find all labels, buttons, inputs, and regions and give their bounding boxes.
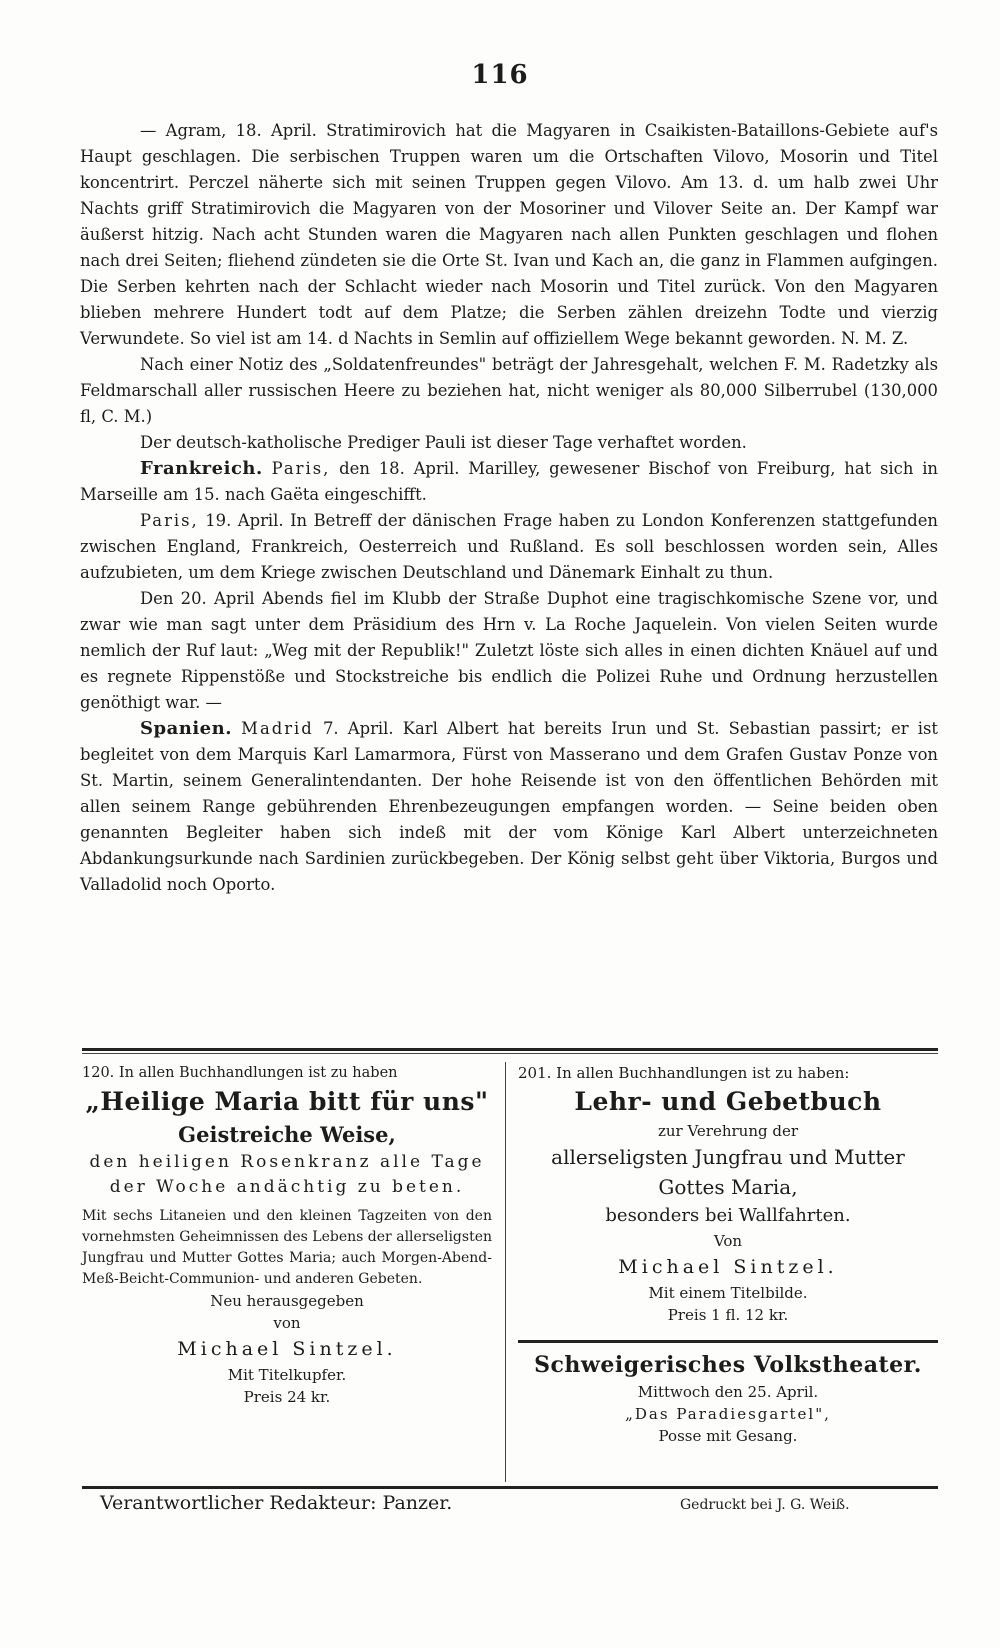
section-heading-frankreich: Frankreich.: [140, 458, 263, 479]
column-divider: [505, 1062, 506, 1482]
section-heading-spanien: Spanien.: [140, 718, 232, 739]
ad-edited: Neu herausgegeben: [210, 1292, 364, 1310]
ad-line: Gottes Maria,: [658, 1175, 798, 1199]
paragraph-text: 19. April. In Betreff der dänischen Frage haben zu London Konferenzen stattgefunden zwischen England, Frankreich, Oesterreich und Rußland. Es soll beschlossen worden sein, Alles aufzubieten, um dem Kriege zwischen Deutschland und Dänemark Einhalt zu thun.: [80, 511, 938, 582]
dateline-city: Paris,: [140, 511, 199, 530]
paragraph-text: den 18. April. Marilley, gewesener Bischof von Freiburg, hat sich in Marseille am 15. nach Gaëta eingeschifft.: [80, 459, 938, 504]
ad-title: Lehr- und Gebetbuch: [574, 1087, 882, 1116]
divider-rule: [82, 1048, 938, 1051]
ad-number-line: 201. In allen Buchhandlungen ist zu haben:: [518, 1064, 850, 1082]
ad-von: von: [273, 1314, 301, 1332]
ad-line: allerseligsten Jungfrau und Mutter: [551, 1145, 905, 1169]
ad-line: besonders bei Wallfahrten.: [605, 1205, 851, 1226]
footer-editor: Verantwortlicher Redakteur: Panzer.: [100, 1492, 453, 1514]
advertisement-right: [518, 1062, 938, 1447]
ad-price: Preis 24 kr.: [243, 1388, 331, 1406]
paragraph-pauli: Der deutsch-katholische Prediger Pauli ist dieser Tage verhaftet worden.: [140, 433, 747, 452]
ad-extra: Mit einem Titelbilde.: [648, 1284, 808, 1302]
theater-date: Mittwoch den 25. April.: [637, 1383, 819, 1401]
paragraph-frankreich: [80, 456, 938, 508]
paragraph-agram: — Agram, 18. April. Stratimirovich hat die Magyaren in Csaikisten-Bataillons-Gebiete auf's Haupt geschlagen. Die serbischen Truppen waren um die Ortschaften Vilovo, Mosorin und Titel koncentrirt. Perczel näherte sich mit seinen Truppen gegen Vilovo. Am 13. d. um halb zwei Uhr Nachts griff Stratimirovich die Magyaren von der Mosoriner und Vilover Seite an. Der Kampf war äußerst hitzig. Nach acht Stunden waren die Magyaren nach allen Punkten geschlagen und flohen nach drei Seiten; fliehend zündeten sie die Orte St. Ivan und Kach an, die ganz in Flammen aufgingen. Die Serben kehrten nach der Schlacht wieder nach Mosorin und Titel zurück. Von den Magyaren blieben mehrere Hundert todt auf dem Platze; die Serben zählen dreizehn Todte und vierzig Verwundete. So viel ist am 14. d Nachts in Semlin auf offiziellem Wege bekannt geworden. N. M. Z.: [80, 121, 938, 348]
footer-printer: Gedruckt bei J. G. Weiß.: [680, 1497, 850, 1513]
ad-line: zur Verehrung der: [657, 1122, 799, 1140]
ad-von: Von: [713, 1232, 743, 1250]
footer-rule: [82, 1486, 938, 1489]
ad-line: den heiligen Rosenkranz alle Tage: [89, 1152, 485, 1172]
ad-number-line: 120. In allen Buchhandlungen ist zu haben: [82, 1065, 398, 1081]
ad-title: „Heilige Maria bitt für uns": [85, 1087, 489, 1116]
ad-line: der Woche andächtig zu beten.: [109, 1177, 465, 1197]
ad-price: Preis 1 fl. 12 kr.: [667, 1306, 789, 1324]
ad-description: Mit sechs Litaneien und den kleinen Tagzeiten von den vornehmsten Geheimnissen des Lebens der allerseligsten Jungfrau und Mutter Gottes Maria; auch Morgen-Abend-Meß-Beicht-Communion- und anderen Gebeten.: [82, 1208, 492, 1287]
dateline-city: Madrid: [241, 719, 314, 738]
ad-author: Michael Sintzel.: [618, 1256, 838, 1278]
theater-rule: [518, 1340, 938, 1343]
paragraph-klubb: Den 20. April Abends fiel im Klubb der Straße Duphot eine tragischkomische Szene vor, und zwar wie man sagt unter dem Präsidium des Hrn v. La Roche Jaquelein. Von vielen Seiten wurde nemlich der Ruf laut: „Weg mit der Republik!" Zuletzt löste sich alles in einen dichten Knäuel auf und es regnete Rippenstöße und Stockstreiche bis endlich die Polizei Ruhe und Ordnung herzustellen genöthigt war. —: [80, 589, 938, 712]
ad-extra: Mit Titelkupfer.: [227, 1366, 347, 1384]
theater-genre: Posse mit Gesang.: [658, 1427, 798, 1445]
ad-author: Michael Sintzel.: [177, 1338, 397, 1360]
paragraph-text: 7. April. Karl Albert hat bereits Irun und St. Sebastian passirt; er ist begleitet von dem Marquis Karl Lamarmora, Fürst von Masserano und dem Grafen Gustav Ponze von St. Martin, seinem Generalintendanten. Der hohe Reisende ist von den öffentlichen Behörden mit allen seinem Range gebührenden Ehrenbezeugungen empfangen worden. — Seine beiden oben genannten Begleiter haben sich indeß mit der vom Könige Karl Albert unterzeichneten Abdankungsurkunde nach Sardinien zurückbegeben. Der König selbst geht über Viktoria, Burgos und Valladolid noch Oporto.: [80, 719, 938, 894]
advertisement-left: [82, 1062, 492, 1408]
theater-play: „Das Paradiesgartel",: [625, 1405, 831, 1423]
paragraph-spanien: [80, 716, 938, 898]
ad-subtitle: Geistreiche Weise,: [178, 1122, 396, 1147]
dateline-city: Paris,: [271, 459, 331, 478]
page-number: 116: [471, 60, 529, 90]
theater-title: Schweigerisches Volkstheater.: [534, 1352, 922, 1378]
article-body: [80, 118, 938, 898]
paragraph-radetzky: Nach einer Notiz des „Soldatenfreundes" beträgt der Jahresgehalt, welchen F. M. Radetzky als Feldmarschall aller russischen Heere zu beziehen hat, nicht weniger als 80,000 Silberrubel (130,000 fl, C. M.): [80, 355, 938, 426]
paragraph-paris-19: [80, 508, 938, 586]
divider-rule-thin: [82, 1053, 938, 1054]
